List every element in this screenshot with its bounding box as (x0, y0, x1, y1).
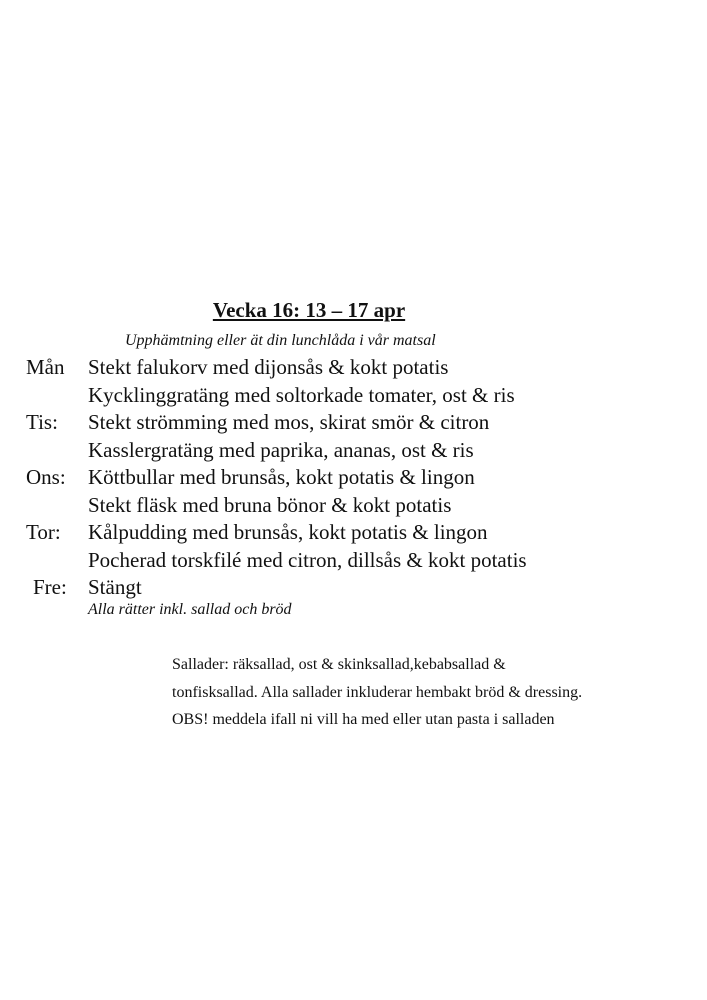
dish-thursday-1: Kålpudding med brunsås, kokt potatis & lingon (88, 520, 488, 544)
menu-row-monday-2 (0, 382, 707, 410)
dish-friday: Stängt (88, 575, 142, 599)
dish-thursday-2: Pocherad torskfilé med citron, dillsås & kokt potatis (88, 547, 527, 572)
menu-row-friday (0, 574, 707, 602)
menu-row-tuesday-1 (0, 409, 707, 437)
menu-row-thursday-1 (0, 519, 707, 547)
menu-row-wednesday-2 (0, 492, 707, 520)
dish-monday-2: Kycklinggratäng med soltorkade tomater, ost & ris (88, 382, 515, 407)
weekly-menu (0, 354, 707, 602)
dish-tuesday-1: Stekt strömming med mos, skirat smör & citron (88, 410, 490, 434)
day-label-tuesday: Tis: (26, 410, 58, 434)
menu-row-thursday-2 (0, 547, 707, 575)
dish-tuesday-2: Kasslergratäng med paprika, ananas, ost & ris (88, 437, 474, 462)
page-title: Vecka 16: 13 – 17 apr (212, 298, 406, 322)
day-label-thursday: Tor: (26, 520, 61, 544)
dish-wednesday-2: Stekt fläsk med bruna bönor & kokt potatis (88, 492, 452, 517)
menu-row-tuesday-2 (0, 437, 707, 465)
day-label-wednesday: Ons: (26, 465, 66, 489)
day-label-monday: Mån (26, 355, 65, 379)
day-label-friday: Fre: (33, 575, 67, 599)
includes-note: Alla rätter inkl. sallad och bröd (88, 601, 292, 618)
salads-paragraph: Sallader: räksallad, ost & skinksallad,kebabsallad & tonfisksallad. Alla sallader inkluderar hembakt bröd & dressing. OBS! meddela ifall ni vill ha med eller utan pasta i salladen (172, 656, 583, 728)
dish-monday-1: Stekt falukorv med dijonsås & kokt potatis (88, 355, 449, 379)
menu-row-monday-1 (0, 354, 707, 382)
menu-row-wednesday-1 (0, 464, 707, 492)
dish-wednesday-1: Köttbullar med brunsås, kokt potatis & lingon (88, 465, 475, 489)
pickup-subtitle: Upphämtning eller ät din lunchlåda i vår matsal (125, 332, 436, 349)
